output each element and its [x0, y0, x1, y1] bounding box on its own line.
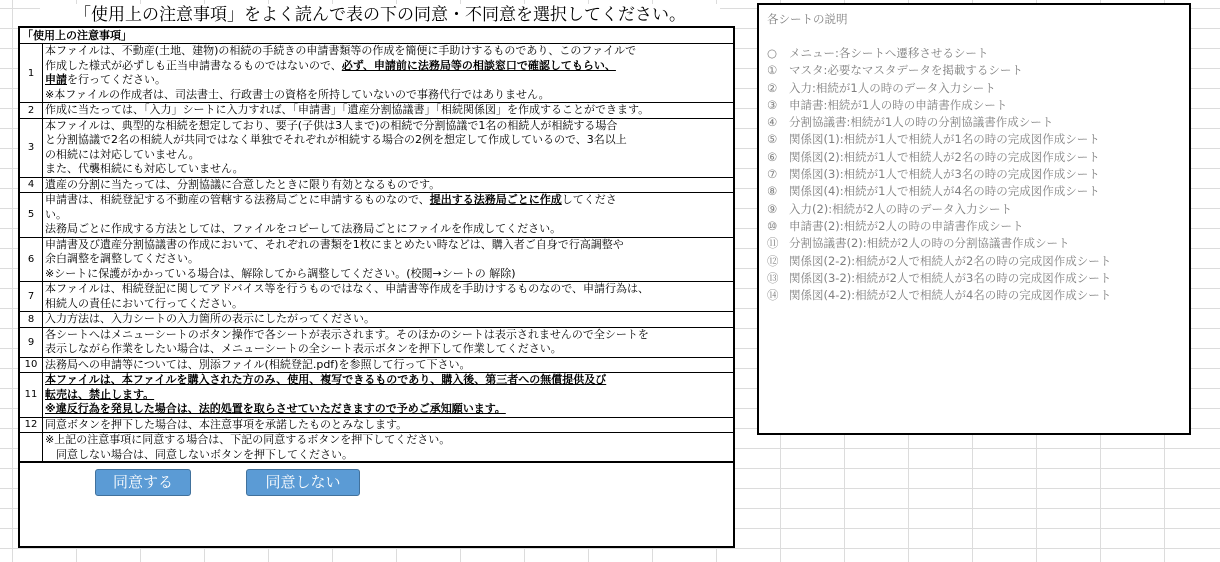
text-segment: 遺産の分割に当たっては、分割協議に合意したときに限り有効となるものです。: [45, 177, 441, 191]
row-text-line: [45, 238, 733, 253]
row-text: [43, 312, 733, 327]
row-number: 4: [20, 178, 43, 193]
text-segment: 相続人の責任において行ってください。: [45, 296, 243, 310]
emphasized-text: 提出する法務局ごとに作成: [429, 193, 562, 206]
text-segment: 作成した様式が必ずしも正当申請書なるものではないので、: [45, 58, 342, 72]
sheet-description-text: メニュー:各シートへ遷移させるシート: [789, 46, 989, 60]
sheet-description-item: [767, 201, 1181, 218]
sheet-number-marker: ⑤: [767, 132, 778, 147]
sheet-number-marker: ⑥: [767, 149, 778, 164]
notes-row: [20, 103, 733, 119]
row-text-line: [45, 418, 733, 433]
row-number: 9: [20, 328, 43, 357]
row-text: [43, 358, 733, 373]
sheet-number-marker: ⑦: [767, 167, 778, 182]
row-text: [43, 178, 733, 193]
text-segment: 作成に当たっては、「入力」シートに入力すれば、「申請書」「遺産分割協議書」「相続関係図」を作成することができます。: [45, 103, 650, 116]
row-text-line: [45, 267, 733, 282]
sheet-description-text: 関係図(4-2):相続が2人で相続人が4名の時の完成図作成シート: [789, 288, 1112, 303]
notes-row: [20, 312, 733, 328]
text-segment: 申請書及び遺産分割協議書の作成において、それぞれの書類を1枚にまとめたい時などは、購入者ご自身で行高調整や: [45, 237, 624, 251]
agree-button[interactable]: 同意する: [95, 469, 191, 496]
row-text-line: [45, 73, 733, 88]
sheet-number-marker: ①: [767, 63, 778, 78]
usage-notes-rows: [20, 44, 733, 433]
sheet-description-item: [767, 253, 1181, 270]
notes-row: [20, 238, 733, 283]
row-text-line: [45, 133, 733, 148]
sheet-description-text: 関係図(3-2):相続が2人で相続人が3名の時の完成図作成シート: [789, 270, 1112, 285]
sheet-description-text: 入力:相続が1人の時のデータ入力シート: [789, 80, 996, 95]
row-number: 7: [20, 282, 43, 311]
text-segment: 本ファイルは、不動産(土地、建物)の相続の手続きの申請書類等の作成を簡便に手助けするものであり、このファイルで: [45, 44, 637, 57]
row-text-line: [45, 59, 733, 74]
row-text: [43, 282, 733, 311]
emphasized-text: 本ファイルは、本ファイルを購入された方のみ、使用、複写できるものであり、購入後、第三者への無償提供及び: [45, 373, 607, 386]
page-title: 「使用上の注意事項」をよく読んで表の下の同意・不同意を選択してください。: [40, 4, 720, 26]
sheet-description-item: [767, 97, 1181, 114]
sheet-description-text: 関係図(4):相続が1人で相続人が4名の時の完成図作成シート: [789, 184, 1100, 199]
sheet-description-item: [767, 166, 1181, 183]
row-text-line: [45, 252, 733, 267]
text-segment: ※本ファイルの作成者は、司法書士、行政書士の資格を所持していないので事務代行ではありません。: [45, 87, 550, 101]
row-number: 2: [20, 103, 43, 118]
sheet-number-marker: ⑨: [767, 201, 778, 216]
text-segment: 申請書は、相続登記する不動産の管轄する法務局ごとに申請するものなので、: [45, 193, 430, 206]
row-text-line: [45, 162, 733, 177]
text-segment: また、代襲相続にも対応していません。: [45, 162, 244, 175]
emphasized-text: 転売は、禁止します。: [45, 387, 155, 401]
row-text: [43, 119, 733, 177]
row-text-line: [45, 328, 733, 343]
sheet-description-panel: [757, 3, 1191, 435]
row-text-line: [45, 222, 733, 237]
text-segment: 余白調整を調整してください。: [45, 252, 199, 265]
sheet-description-item: [767, 183, 1181, 200]
sheet-description-item: [767, 62, 1181, 79]
text-segment: 本ファイルは、相続登記に関してアドバイス等を行うものではなく、申請書等作成を手助けするものなので、申請行為は、: [45, 282, 650, 295]
row-text: [43, 418, 733, 433]
emphasized-text: 申請: [45, 73, 67, 86]
row-number: 1: [20, 44, 43, 102]
notes-row: [20, 44, 733, 103]
sheet-number-marker: ⑩: [767, 218, 778, 233]
sheet-description-list: [767, 45, 1181, 304]
row-number: 11: [20, 373, 43, 417]
row-text-line: [45, 358, 733, 373]
notes-row: [20, 119, 733, 178]
sheet-description-text: 分割協議書(2):相続が2人の時の分割協議書作成シート: [789, 236, 1070, 251]
emphasized-text: ※違反行為を発見した場合は、法的処置を取らさせていただきますので予めご承知願います。: [45, 402, 506, 415]
consent-instructions: [43, 433, 733, 461]
row-text: [43, 103, 733, 118]
row-number: 10: [20, 358, 43, 373]
row-number: 3: [20, 119, 43, 177]
sheet-number-marker: ④: [767, 115, 778, 130]
row-text-line: [45, 148, 733, 163]
sheet-description-text: 分割協議書:相続が1人の時の分割協議書作成シート: [789, 115, 1054, 130]
row-text-line: [45, 342, 733, 357]
row-number: 12: [20, 418, 43, 433]
usage-notes-table: [18, 26, 735, 548]
row-text: [43, 328, 733, 357]
notes-row: [20, 178, 733, 194]
notes-row: [20, 373, 733, 418]
row-number: 8: [20, 312, 43, 327]
row-text-line: [45, 282, 733, 297]
notes-row: [20, 418, 733, 434]
row-number-empty: [20, 433, 43, 461]
sheet-description-text: 関係図(2-2):相続が2人で相続人が2名の時の完成図作成シート: [789, 253, 1112, 268]
sheet-number-marker: ○: [767, 46, 778, 60]
sheet-description-text: 関係図(2):相続が1人で相続人が2名の時の完成図作成シート: [789, 149, 1100, 164]
row-text-line: [45, 178, 733, 193]
row-text-line: [45, 119, 733, 134]
row-number: 5: [20, 193, 43, 237]
sheet-number-marker: ⑪: [767, 236, 779, 251]
sheet-description-item: [767, 80, 1181, 97]
sheet-number-marker: ③: [767, 97, 778, 112]
sheet-description-item: [767, 149, 1181, 166]
sheet-description-item: [767, 218, 1181, 235]
sheet-number-marker: ⑭: [767, 288, 779, 303]
sheet-description-title: 各シートの説明: [767, 12, 848, 26]
sheet-description-text: マスタ:必要なマスタデータを掲載するシート: [789, 63, 1023, 78]
sheet-description-item: [767, 114, 1181, 131]
row-text-line: [45, 297, 733, 312]
notes-row: [20, 328, 733, 358]
text-segment: 入力方法は、入力シートの入力箇所の表示にしたがってください。: [45, 312, 375, 325]
sheet-description-item: [767, 235, 1181, 252]
emphasized-text: 必ず、申請前に法務局等の相談窓口で確認してもらい、: [341, 58, 616, 72]
row-text-line: [45, 103, 733, 118]
notes-row: [20, 193, 733, 238]
consent-instruction-line: 同意しない場合は、同意しないボタンを押下してください。: [45, 447, 353, 461]
sheet-description-item: [767, 131, 1181, 148]
sheet-description-text: 関係図(3):相続が1人で相続人が3名の時の完成図作成シート: [789, 167, 1100, 182]
text-segment: してくださ: [561, 193, 617, 206]
row-text-line: [45, 312, 733, 327]
row-text: [43, 373, 733, 417]
sheet-description-item: [767, 270, 1181, 287]
row-text-line: [45, 44, 733, 59]
row-text-line: [45, 373, 733, 388]
row-text-line: [45, 193, 733, 208]
row-text-line: [45, 402, 733, 417]
notes-row: [20, 282, 733, 312]
consent-instructions-row: [20, 433, 733, 463]
text-segment: 表示しながら作業をしたい場合は、メニューシートの全シート表示ボタンを押下して作業してください。: [45, 342, 562, 355]
sheet-description-text: 申請書(2):相続が2人の時の申請書作成シート: [789, 218, 1024, 233]
text-segment: の相続には対応していません。: [45, 147, 200, 161]
row-text: [43, 238, 733, 282]
text-segment: 本ファイルは、典型的な相続を想定しており、要子(子供は3人まで)の相続で分割協議で1名の相続人が相続する場合: [45, 118, 618, 132]
text-segment: 各シートへはメニューシートのボタン操作で各シートが表示されます。そのほかのシートは表示されませんので全シートを: [45, 327, 649, 341]
row-text-line: [45, 388, 733, 403]
row-text: [43, 44, 733, 102]
text-segment: と分割協議で2名の相続人が共同ではなく単独でそれぞれが相続する場合の2例を想定して作成しているので、3名以上: [45, 133, 627, 146]
sheet-description-text: 入力(2):相続が2人の時のデータ入力シート: [789, 201, 1012, 216]
row-number: 6: [20, 238, 43, 282]
notes-row: [20, 358, 733, 374]
text-segment: ※シートに保護がかかっている場合は、解除してから調整してください。(校閲→シートの 解除): [45, 266, 516, 280]
consent-buttons-row: [20, 463, 733, 501]
sheet-number-marker: ⑧: [767, 184, 778, 199]
sheet-description-item: [767, 45, 1181, 62]
row-text-line: [45, 88, 733, 103]
sheet-number-marker: ⑬: [767, 270, 779, 285]
text-segment: 同意ボタンを押下した場合は、本注意事項を承諾したものとみなします。: [45, 417, 408, 431]
text-segment: 法務局ごとに作成する方法としては、ファイルをコピーして法務局ごとにファイルを作成してください。: [45, 222, 562, 235]
text-segment: い。: [45, 207, 67, 221]
text-segment: を行ってください。: [67, 73, 166, 86]
consent-instruction-line: ※上記の注意事項に同意する場合は、下記の同意するボタンを押下してください。: [45, 433, 451, 446]
row-text-line: [45, 208, 733, 223]
sheet-number-marker: ②: [767, 80, 778, 95]
text-segment: 法務局への申請等については、別添ファイル(相続登記.pdf)を参照して行って下さい。: [45, 357, 471, 371]
sheet-description-text: 申請書:相続が1人の時の申請書作成シート: [789, 97, 1008, 112]
usage-notes-heading: 「使用上の注意事項」: [20, 28, 733, 44]
row-text: [43, 193, 733, 237]
sheet-description-text: 関係図(1):相続が1人で相続人が1名の時の完成図作成シート: [789, 132, 1100, 147]
disagree-button[interactable]: 同意しない: [246, 469, 360, 496]
sheet-description-item: [767, 287, 1181, 304]
sheet-number-marker: ⑫: [767, 253, 779, 268]
